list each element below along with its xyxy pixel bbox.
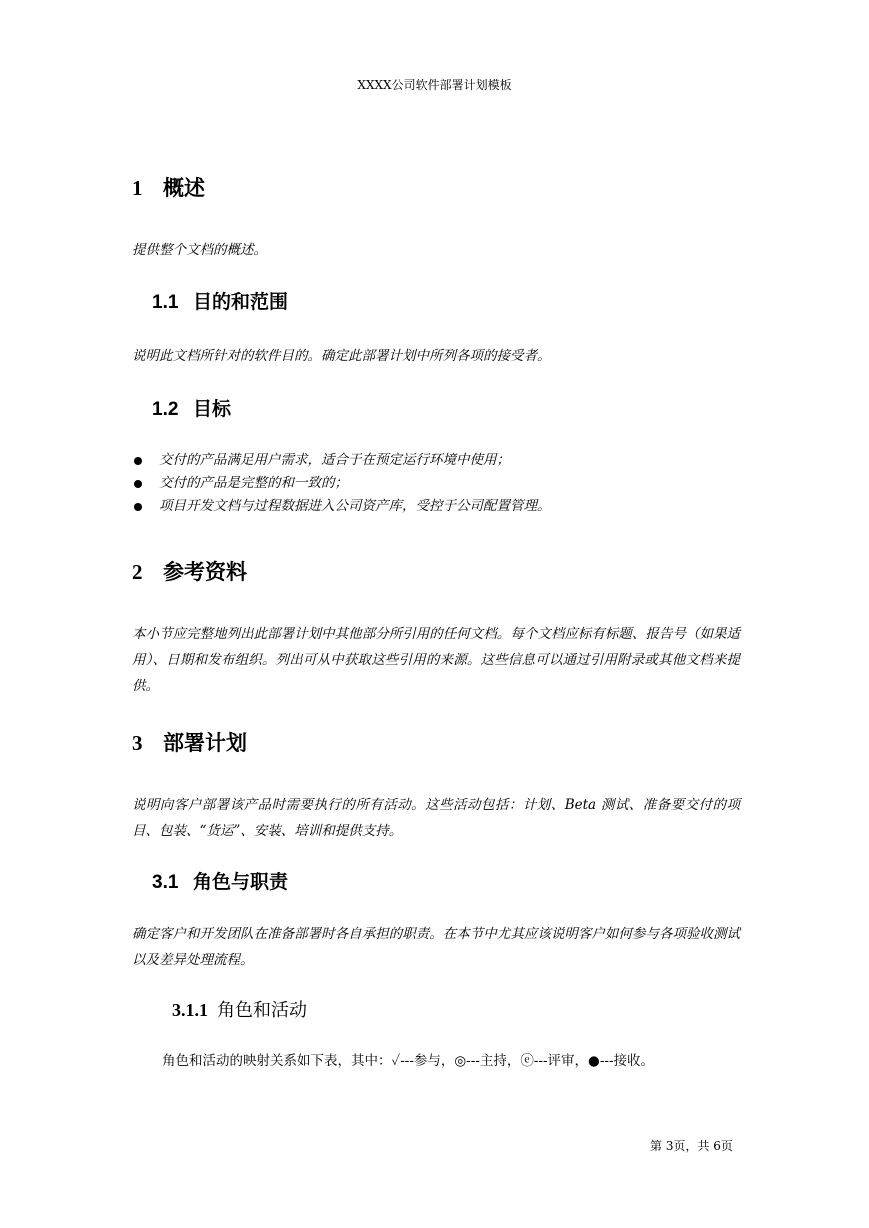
bullet-icon <box>134 503 142 511</box>
page-footer: 第 3页，共 6页 <box>650 1139 733 1153</box>
heading-1-2 <box>152 396 231 423</box>
heading-number: 3.1 <box>152 872 179 893</box>
paragraph: 说明向客户部署该产品时需要执行的所有活动。这些活动包括：计划、Beta 测试、准备要交付的项目、包装、“货运”、安装、培训和提供支持。 <box>132 797 740 839</box>
paragraph: 确定客户和开发团队在准备部署时各自承担的职责。在本节中尤其应该说明客户如何参与各项验收测试以及差异处理流程。 <box>132 926 740 968</box>
heading-number: 3.1.1 <box>172 1000 208 1020</box>
heading-number: 2 <box>132 560 143 584</box>
heading-number: 1.1 <box>152 292 179 313</box>
heading-title: 角色与职责 <box>193 871 289 893</box>
heading-number: 1.2 <box>152 399 179 420</box>
page-header: XXXX公司软件部署计划模板 <box>357 78 512 92</box>
heading-1 <box>132 174 205 202</box>
heading-title: 部署计划 <box>163 731 247 755</box>
heading-title: 概述 <box>163 176 205 200</box>
heading-3-1 <box>152 869 288 896</box>
heading-3-1-1 <box>172 998 307 1023</box>
heading-3 <box>132 729 247 757</box>
heading-title: 参考资料 <box>163 560 247 584</box>
paragraph: 说明此文档所针对的软件目的。确定此部署计划中所列各项的接受者。 <box>132 348 551 364</box>
heading-1-1 <box>152 289 288 316</box>
list-item: 项目开发文档与过程数据进入公司资产库，受控于公司配置管理。 <box>132 495 740 518</box>
heading-2 <box>132 558 247 586</box>
list-item: 交付的产品满足用户需求，适合于在预定运行环境中使用； <box>132 449 740 472</box>
heading-title: 角色和活动 <box>217 1000 307 1021</box>
goals-list <box>132 449 740 518</box>
heading-number: 3 <box>132 731 143 755</box>
bullet-icon <box>134 457 142 465</box>
list-item: 交付的产品是完整的和一致的； <box>132 472 740 495</box>
heading-title: 目标 <box>193 398 232 420</box>
heading-title: 目的和范围 <box>193 291 289 313</box>
paragraph: 本小节应完整地列出此部署计划中其他部分所引用的任何文档。每个文档应标有标题、报告号（如果适用）、日期和发布组织。列出可从中获取这些引用的来源。这些信息可以通过引用附录或其他文档来提供。 <box>132 626 740 694</box>
heading-number: 1 <box>132 176 143 200</box>
paragraph: 角色和活动的映射关系如下表，其中：✓---参与，◎---主持，ⓔ---评审，●---接收。 <box>162 1053 655 1069</box>
paragraph: 提供整个文档的概述。 <box>132 242 267 258</box>
bullet-icon <box>134 480 142 488</box>
